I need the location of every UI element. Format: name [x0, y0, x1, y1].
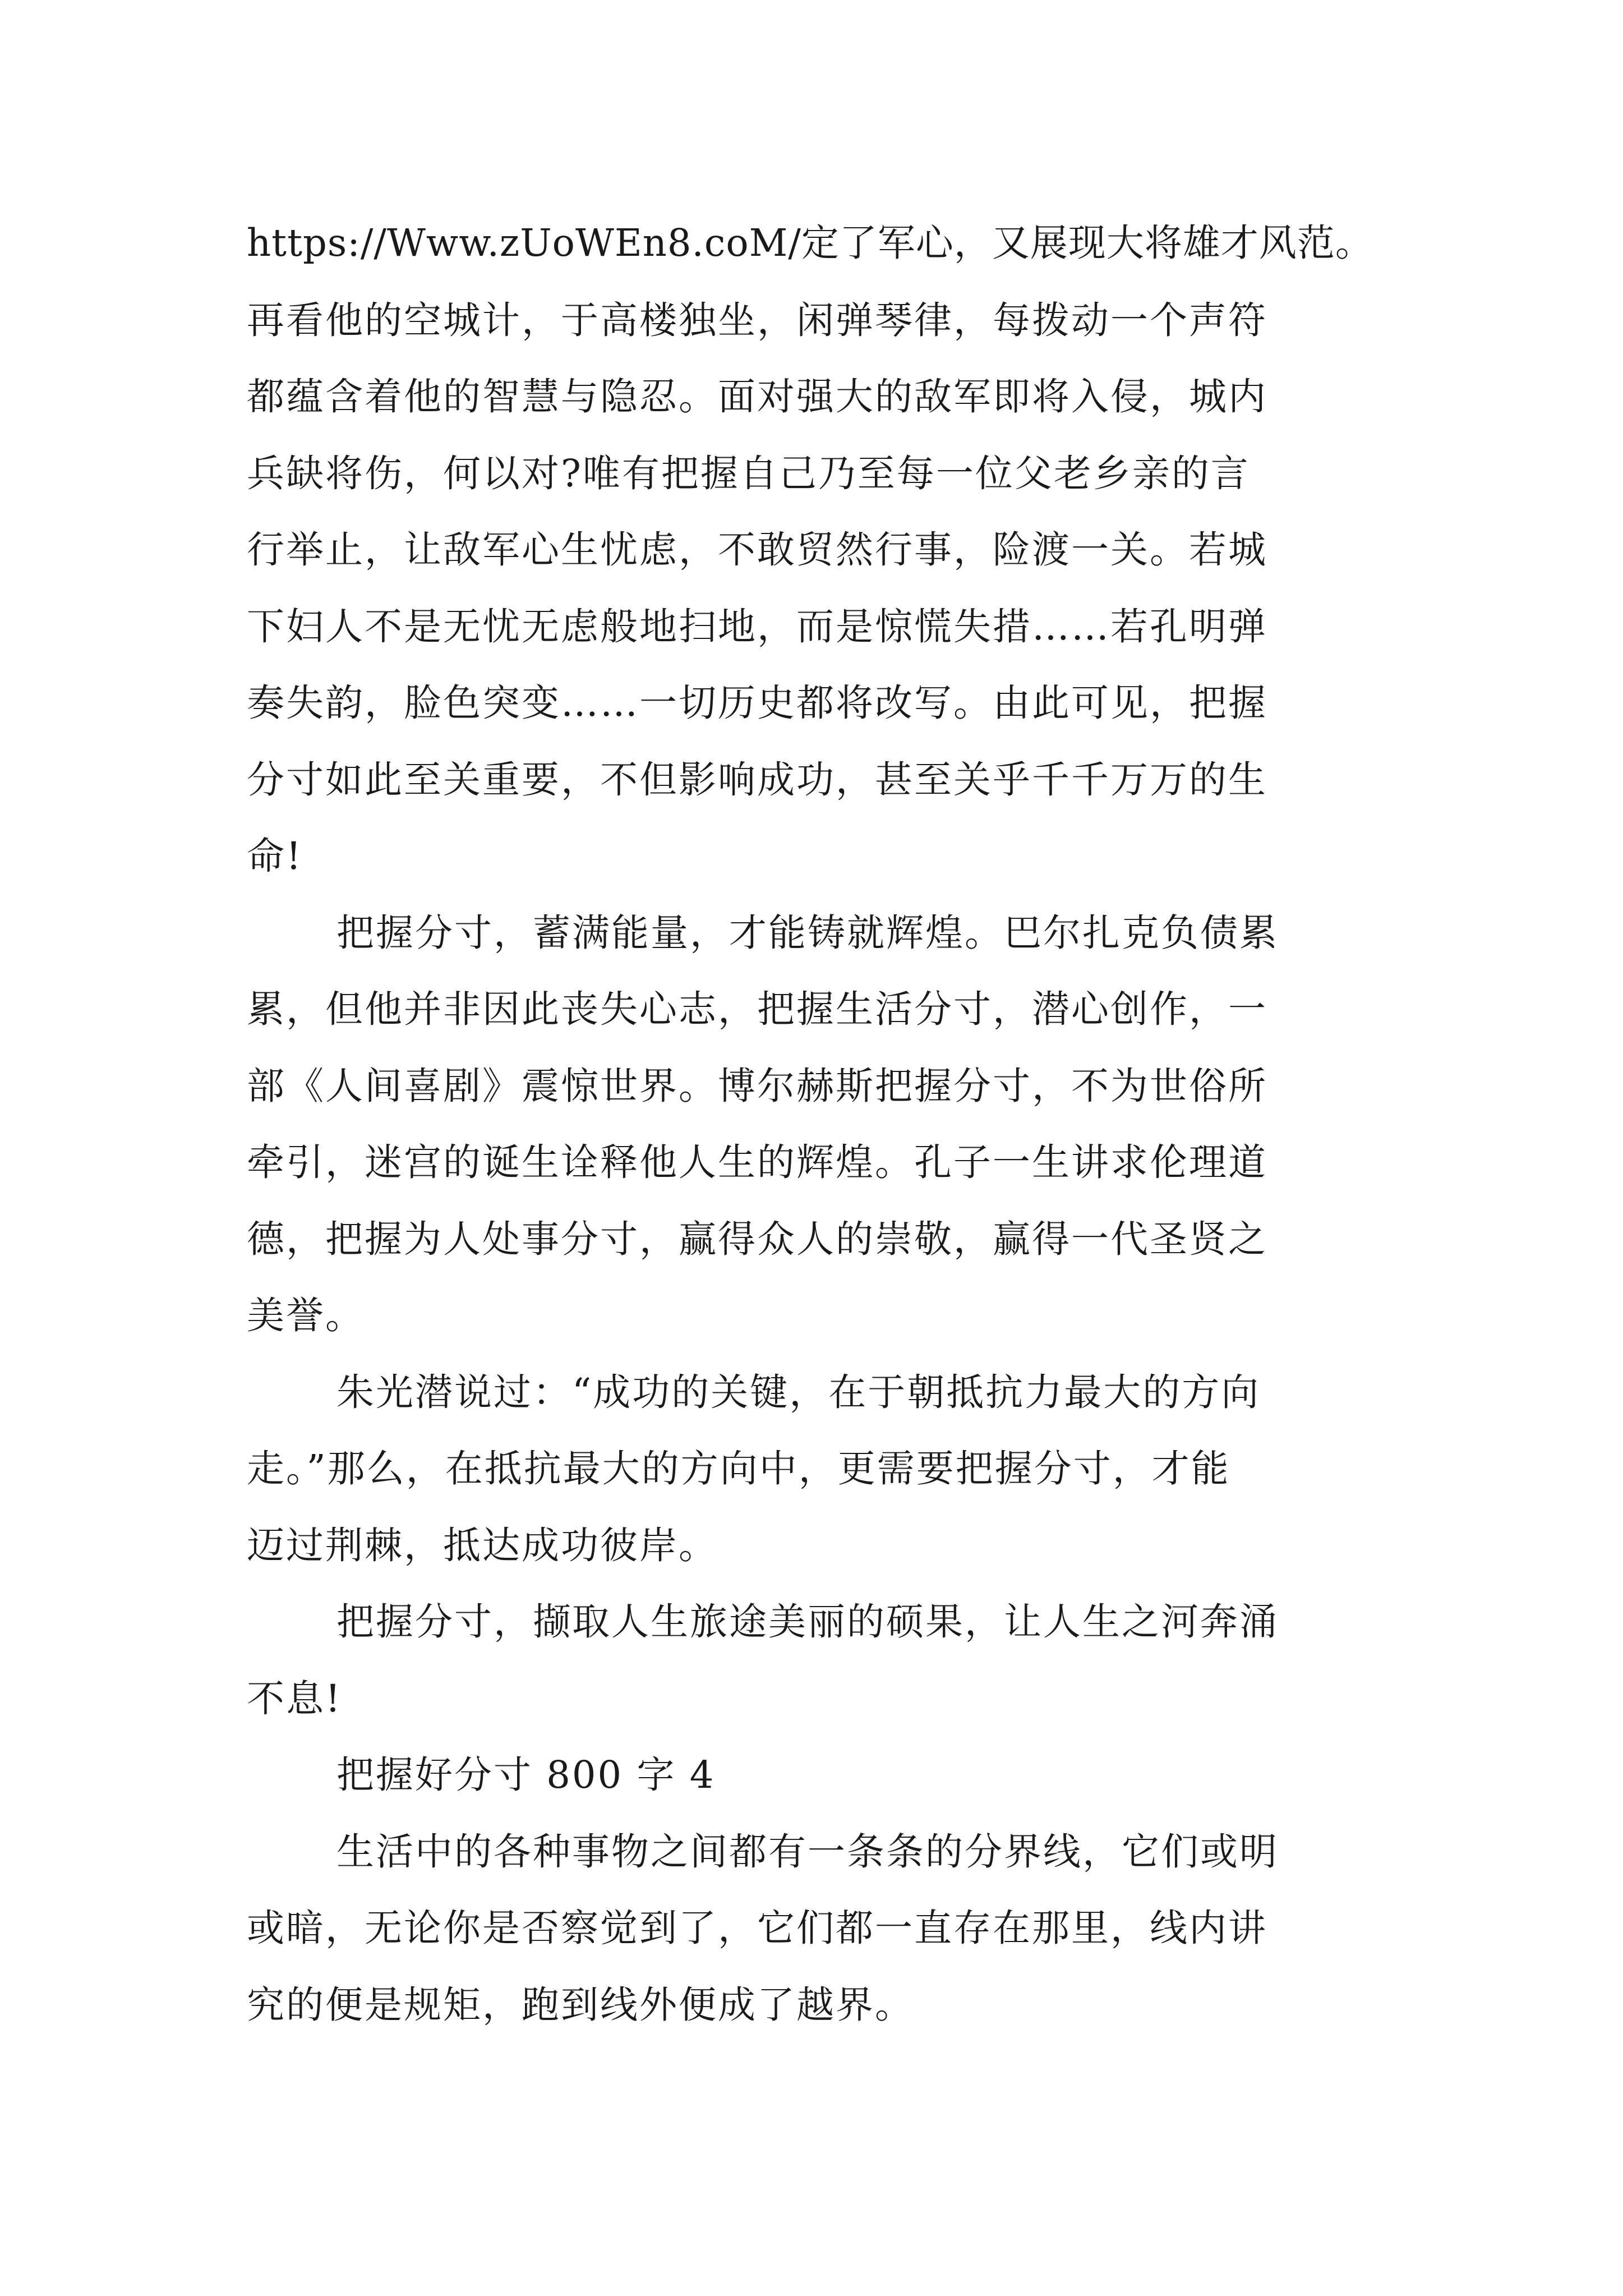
text-line: 德，把握为人处事分寸，赢得众人的崇敬，赢得一代圣贤之	[247, 1217, 1267, 1261]
text-line: 不息!	[247, 1677, 342, 1720]
text-line: 奏失韵，脸色突变……一切历史都将改写。由此可见，把握	[247, 681, 1267, 725]
text-line: 美誉。	[247, 1294, 365, 1337]
text-line: 下妇人不是无忧无虑般地扫地，而是惊慌失措……若孔明弹	[247, 605, 1267, 648]
text-line: 累，但他并非因此丧失心志，把握生活分寸，潜心创作，一	[247, 987, 1267, 1031]
section-heading: 把握好分寸 800 字 4	[336, 1753, 716, 1797]
text-line: 走。”那么，在抵抗最大的方向中，更需要把握分寸，才能	[247, 1447, 1230, 1490]
paragraph-first-line: 把握分寸，撷取人生旅途美丽的硕果，让人生之河奔涌	[336, 1600, 1279, 1644]
text-line: 牵引，迷宫的诞生诠释他人生的辉煌。孔子一生讲求伦理道	[247, 1140, 1267, 1184]
text-line: 命!	[247, 834, 303, 878]
text-line: 或暗，无论你是否察觉到了，它们都一直存在那里，线内讲	[247, 1906, 1267, 1950]
text-line: 分寸如此至关重要，不但影响成功，甚至关乎千千万万的生	[247, 758, 1267, 802]
paragraph-first-line: 生活中的各种事物之间都有一条条的分界线，它们或明	[336, 1830, 1279, 1874]
text-line: 行举止，让敌军心生忧虑，不敢贸然行事，险渡一关。若城	[247, 528, 1267, 572]
text-line: https://Www.zUoWEn8.coM/定了军心，又展现大将雄才风范。	[247, 221, 1373, 265]
paragraph-first-line: 朱光潜说过：“成功的关键，在于朝抵抗力最大的方向	[336, 1370, 1261, 1414]
text-line: 究的便是规矩，跑到线外便成了越界。	[247, 1983, 914, 2027]
text-line: 迈过荆棘，抵达成功彼岸。	[247, 1524, 718, 1567]
text-line: 兵缺将伤，何以对?唯有把握自己乃至每一位父老乡亲的言	[247, 452, 1250, 495]
text-line: 再看他的空城计，于高楼独坐，闲弹琴律，每拨动一个声符	[247, 298, 1267, 342]
text-line: 部《人间喜剧》震惊世界。博尔赫斯把握分寸，不为世俗所	[247, 1064, 1267, 1108]
paragraph-first-line: 把握分寸，蓄满能量，才能铸就辉煌。巴尔扎克负债累	[336, 911, 1279, 955]
text-line: 都蕴含着他的智慧与隐忍。面对强大的敌军即将入侵，城内	[247, 375, 1267, 418]
